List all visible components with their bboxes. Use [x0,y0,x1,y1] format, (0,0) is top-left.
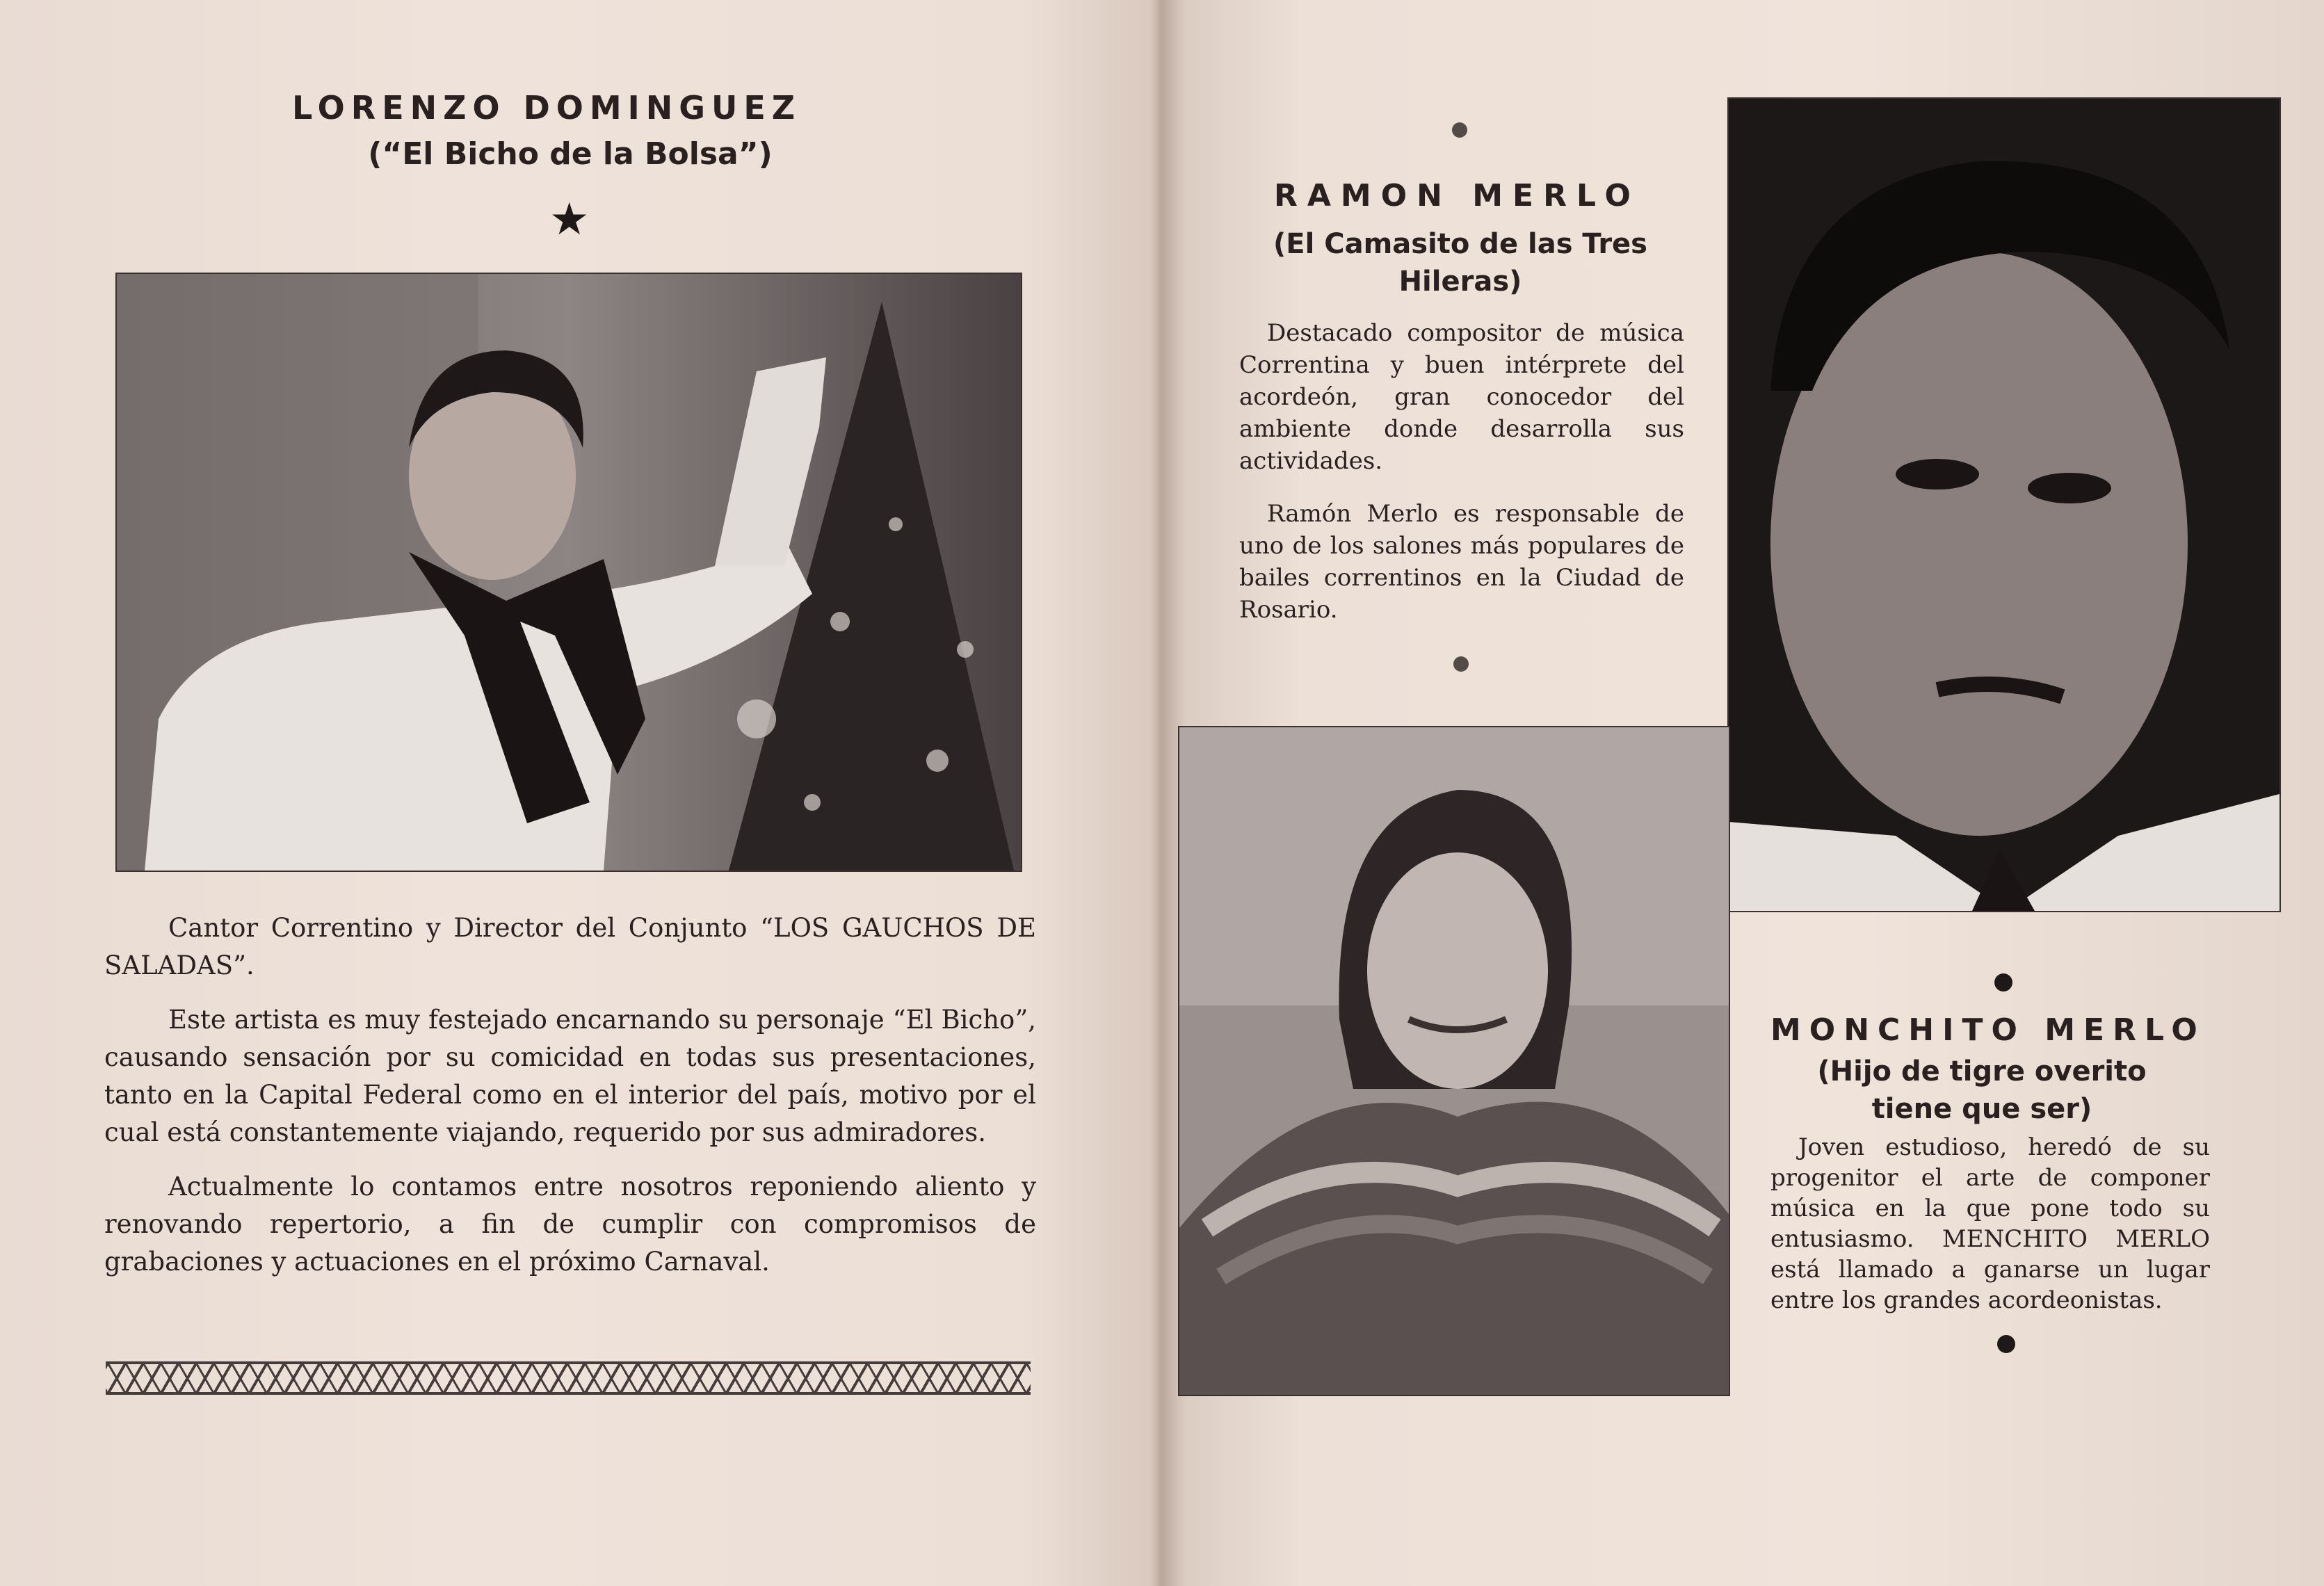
bullet-dot-icon [1453,656,1469,672]
right-page [1168,0,2324,1586]
monchito-title: MONCHITO MERLO [1770,1012,2206,1048]
ramon-subtitle: (El Camasito de las Tres Hileras) [1273,228,1647,298]
ramon-paragraph: Destacado compositor de música Correntina y buen intérprete del acordeón, gran conocedor del ambiente donde desarrolla sus actividades. [1239,319,1684,475]
lorenzo-subtitle: (“El Bicho de la Bolsa”) [368,136,773,172]
ramon-body [1239,317,1684,626]
lorenzo-paragraph: Cantor Correntino y Director del Conjunto “LOS GAUCHOS DE SALADAS”. [104,913,1036,980]
decorative-border [106,1361,1031,1395]
monchito-paragraph: Joven estudioso, heredó de su progenitor el arte de componer música en la que pone todo su entusiasmo. MENCHITO MERLO está llamado a ganarse un lugar entre los grandes acordeonistas. [1770,1133,2210,1314]
star-ornament-icon: ★ [549,194,590,245]
ramon-title: RAMON MERLO [1274,178,1640,213]
lorenzo-body [104,909,1036,1281]
bullet-dot-icon [1994,973,2012,992]
lorenzo-paragraph: Este artista es muy festejado encarnando su personaje “El Bicho”, causando sensación por su comicidad en todas sus presentaciones, tanto en la Capital Federal como en el interior del país, motivo por el cual está constantemente viajando, requerido por sus admiradores. [104,1005,1036,1147]
lorenzo-paragraph: Actualmente lo contamos entre nosotros reponiendo aliento y renovando repertorio, a fin de cumplir con compromisos de grabaciones y actuaciones en el próximo Carnaval. [104,1172,1036,1277]
monchito-subtitle: (Hijo de tigre overito tiene que ser) [1817,1055,2147,1125]
lorenzo-title: LORENZO DOMINGUEZ [292,89,802,127]
ramon-paragraph: Ramón Merlo es responsable de uno de los salones más populares de bailes correntinos en la Ciudad de Rosario. [1239,500,1684,624]
lorenzo-photo [115,273,1022,872]
bullet-dot-icon [1452,122,1467,138]
monchito-body [1770,1132,2210,1316]
bullet-dot-icon [1997,1335,2015,1353]
left-page [0,0,1154,1586]
monchito-photo [1178,726,1730,1396]
ramon-photo [1727,97,2281,912]
